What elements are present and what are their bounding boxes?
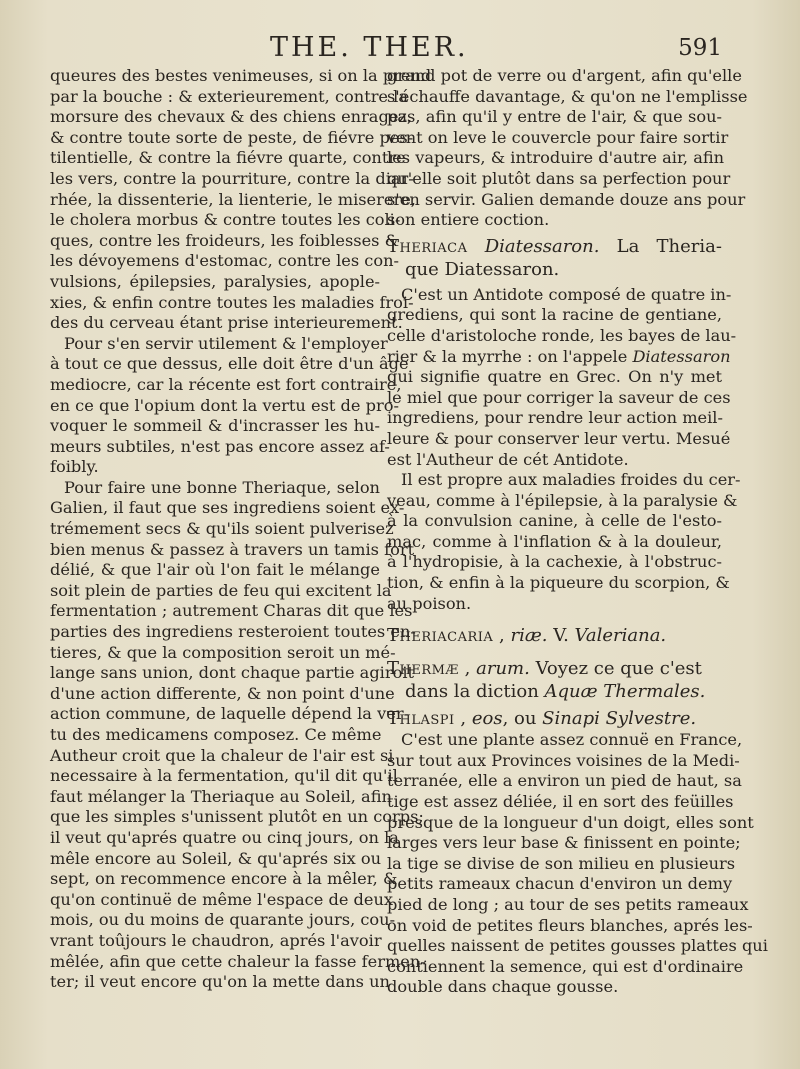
- text-line: au poison.: [387, 593, 472, 613]
- text-line: quelles naissent de petites gousses plattes qui: [387, 936, 768, 956]
- text-line: parties des ingrediens resteroient toutes en-: [50, 622, 416, 642]
- entry-spacer: [387, 614, 722, 620]
- entry-heading-cont: que Diatessaron.: [405, 258, 560, 280]
- entry-term: Theriaca: [387, 235, 468, 257]
- text-line: ter; il veut encore qu'on la mette dans un: [50, 972, 390, 992]
- text-line: son entiere coction.: [387, 210, 550, 230]
- text-line: la tige se divise de son milieu en plusieurs: [387, 853, 736, 873]
- text-line: s'échauffe davantage, & qu'on ne l'emplisse: [387, 86, 748, 106]
- text-line: faut mélanger la Theriaque au Soleil, afin: [50, 786, 392, 806]
- text-line: meurs subtiles, n'est pas encore assez af-: [50, 436, 390, 456]
- entry-reference: Aquæ Thermales.: [544, 681, 706, 703]
- text-line: larges vers leur base & finissent en pointe;: [387, 833, 741, 853]
- entry-see: V.: [553, 625, 569, 647]
- text-line-with-italic: [387, 346, 731, 368]
- text-line: tu des medicamens composez. Ce même: [50, 725, 382, 744]
- text-line: délié, & que l'air où l'on fait le mélange: [50, 560, 380, 580]
- text-line: que les simples s'unissent plutôt en un corps;: [50, 807, 424, 827]
- entry-gloss: La Theria-: [616, 235, 722, 257]
- text-line: morsure des chevaux & des chiens enragez,: [50, 107, 413, 127]
- text-line: lange sans union, dont chaque partie agiroit: [50, 663, 415, 683]
- text-line: contiennent la semence, qui est d'ordinaire: [387, 956, 744, 976]
- text-line: C'est une plante assez connuë en France,: [401, 730, 743, 750]
- text-line: vulsions, épilepsies, paralysies, apople-: [50, 271, 380, 291]
- text-line: mêlée, afin que cette chaleur la fasse fermen-: [50, 951, 426, 971]
- text-line: Galien, il faut que ses ingrediens soient ex-: [50, 498, 405, 518]
- page-number: 591: [678, 35, 722, 61]
- text-line: par la bouche : & exterieurement, contre la: [50, 86, 408, 106]
- right-column: [387, 66, 768, 998]
- running-head: THE. THER.: [270, 32, 469, 63]
- text-line: petits rameaux chacun d'environ un demy: [387, 874, 733, 894]
- text-line: double dans chaque gousse.: [387, 977, 619, 997]
- text-line: pas, afin qu'il y entre de l'air, & que sou-: [387, 107, 722, 127]
- text-line: grediens, qui sont la racine de gentiane,: [387, 305, 722, 325]
- text-segment: rier & la myrrhe : on l'appele: [387, 346, 628, 366]
- entry-heading-thlaspi: Thlaspi , eos, ou Sinapi Sylvestre.: [387, 708, 697, 730]
- entry-latin: Diatessaron.: [484, 235, 600, 257]
- text-line: tieres, & que la composition seroit un mé-: [50, 642, 396, 662]
- text-line: fermentation ; autrement Charas dit que les: [50, 601, 413, 621]
- entry-heading-theriacaria: Theriacaria , riæ. V. Valeriana.: [387, 625, 667, 647]
- page-header: [0, 30, 800, 66]
- text-line: mediocre, car la récente est fort contraire,: [50, 374, 402, 394]
- entry-reference: Valeriana.: [574, 625, 667, 647]
- text-line: s'en servir. Galien demande douze ans pour: [387, 189, 746, 209]
- entry-gloss: Voyez ce que c'est: [535, 658, 702, 680]
- text-line: pied de long ; au tour de ses petits rameaux: [387, 895, 749, 914]
- text-line: C'est un Antidote composé de quatre in-: [401, 284, 732, 304]
- entry-heading-cont: [387, 680, 722, 703]
- text-line: mêle encore au Soleil, & qu'aprés six ou: [50, 848, 382, 868]
- entry-heading-thermae: Thermæ , arum. Voyez ce que c'est: [387, 658, 702, 680]
- text-line: soit plein de parties de feu qui excitent la: [50, 580, 392, 600]
- text-line: les dévoyemens d'estomac, contre les con-: [50, 251, 400, 271]
- text-line: & contre toute sorte de peste, de fiévre pes-: [50, 127, 414, 147]
- text-line: à l'hydropisie, à la cachexie, à l'obstruc-: [387, 552, 722, 572]
- text-line: Autheur croit que la chaleur de l'air est si: [50, 745, 394, 765]
- text-line: grand pot de verre ou d'argent, afin qu'elle: [387, 66, 742, 85]
- text-line: tilentielle, & contre la fiévre quarte, contre: [50, 148, 406, 168]
- text-line: presque de la longueur d'un doigt, elles sont: [387, 812, 754, 832]
- text-line: on void de petites fleurs blanches, aprés les-: [387, 915, 753, 935]
- entry-term: Thermæ: [387, 658, 459, 680]
- entry-reference: Sinapi Sylvestre.: [542, 708, 697, 730]
- text-line: vrant toûjours le chaudron, aprés l'avoir: [50, 930, 382, 950]
- text-line: qu'elle soit plutôt dans sa perfection pour: [387, 168, 731, 188]
- entry-spacer: [387, 647, 722, 653]
- text-line: necessaire à la fermentation, qu'il dit qu'il: [50, 766, 398, 786]
- entry-genitive: arum.: [476, 658, 530, 680]
- text-line: foibly.: [50, 457, 99, 477]
- text-line: terranée, elle a environ un pied de haut, sa: [387, 771, 742, 791]
- text-line: ques, contre les froideurs, les foiblesses &: [50, 230, 400, 250]
- text-line: le miel que pour corriger la saveur de ces: [387, 387, 731, 407]
- entry-genitive: eos: [471, 708, 503, 730]
- text-line: le cholera morbus & contre toutes les coli-: [50, 210, 401, 230]
- text-line: sur tout aux Provinces voisines de la Medi-: [387, 750, 740, 770]
- entry-genitive: riæ.: [510, 625, 548, 647]
- text-line: leure & pour conserver leur vertu. Mesué: [387, 428, 731, 448]
- text-line: Il est propre aux maladies froides du cer-: [401, 470, 741, 490]
- text-line: mois, ou du moins de quarante jours, cou-: [50, 910, 396, 930]
- text-line: en ce que l'opium dont la vertu est de pro-: [50, 395, 399, 415]
- text-line: d'une action differente, & non point d'une: [50, 683, 395, 703]
- entry-term: Thlaspi: [387, 708, 455, 730]
- text-line: Pour faire une bonne Theriaque, selon: [64, 477, 380, 497]
- text-line: vent on leve le couvercle pour faire sortir: [387, 127, 729, 147]
- text-line: ingrediens, pour rendre leur action meil-: [387, 408, 723, 428]
- text-line: xies, & enfin contre toutes les maladies froi-: [50, 292, 414, 312]
- text-line: rhée, la dissenterie, la lienterie, le miserere,: [50, 189, 416, 209]
- text-line: les vapeurs, & introduire d'autre air, afin: [387, 148, 725, 168]
- text-line: trémement secs & qu'ils soient pulverisez: [50, 519, 394, 539]
- text-line: tion, & enfin à la piqueure du scorpion, &: [387, 573, 730, 593]
- text-line: celle d'aristoloche ronde, les bayes de lau-: [387, 325, 737, 345]
- entry-gloss: dans la diction: [405, 681, 539, 703]
- text-line: sept, on recommence encore à la mêler, &: [50, 869, 398, 889]
- text-line: qu'on continuë de même l'espace de deux: [50, 889, 394, 909]
- text-line: à la convulsion canine, à celle de l'esto-: [387, 511, 722, 531]
- text-line: est l'Autheur de cét Antidote.: [387, 449, 629, 469]
- text-line: les vers, contre la pourriture, contre la diar-: [50, 168, 414, 188]
- text-line: action commune, de laquelle dépend la ver-: [50, 704, 410, 724]
- text-line: qui signifie quatre en Grec. On n'y met: [387, 367, 722, 387]
- text-line: veau, comme à l'épilepsie, à la paralysie &: [387, 490, 738, 510]
- text-line: queures des bestes venimeuses, si on la prend: [50, 66, 432, 85]
- entry-or: , ou: [502, 708, 537, 730]
- text-line: voquer le sommeil & d'incrasser les hu-: [50, 416, 380, 436]
- entry-term: Theriacaria: [387, 625, 494, 647]
- text-line: Pour s'en servir utilement & l'employer: [64, 333, 388, 353]
- text-line: des du cerveau étant prise interieurement.: [50, 313, 403, 333]
- text-line: à tout ce que dessus, elle doit être d'un âge: [50, 354, 409, 374]
- entry-heading-theriaca: [387, 235, 722, 258]
- italic-term: Diatessaron: [632, 346, 731, 366]
- text-line: mac, comme à l'inflation & à la douleur,: [387, 531, 722, 551]
- text-line: tige est assez déliée, il en sort des feüilles: [387, 792, 734, 812]
- text-line: bien menus & passez à travers un tamis fort: [50, 539, 415, 559]
- text-line: il veut qu'aprés quatre ou cinq jours, on la: [50, 827, 399, 847]
